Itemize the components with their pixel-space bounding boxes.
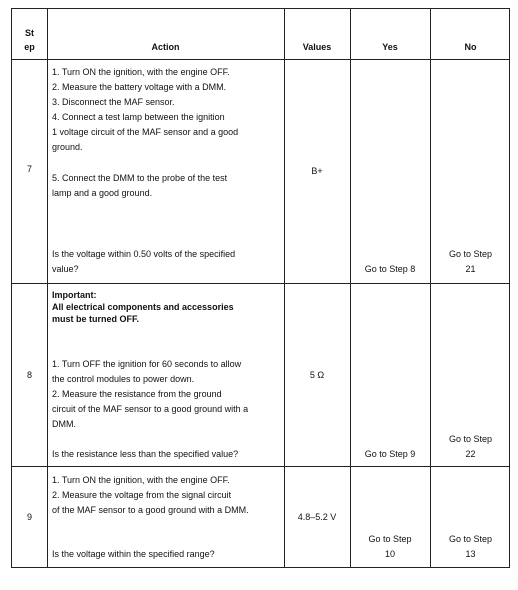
header-step-line2: ep — [24, 42, 35, 52]
step-number: 7 — [26, 164, 32, 174]
action-line: circuit of the MAF sensor to a good ground with a — [52, 404, 249, 414]
action-line: 1. Turn OFF the ignition for 60 seconds to allow — [52, 359, 242, 369]
header-values: Values — [302, 42, 332, 52]
action-line: the control modules to power down. — [52, 374, 195, 384]
important-note: All electrical components and accessories — [52, 302, 234, 312]
row-divider — [12, 283, 509, 284]
action-line: 1. Turn ON the ignition, with the engine OFF. — [52, 67, 230, 77]
value-cell: B+ — [311, 166, 323, 176]
question-line: Is the resistance less than the specified value? — [52, 449, 239, 459]
row-divider — [12, 466, 509, 467]
header-action: Action — [151, 42, 180, 52]
no-cell-line1: Go to Step — [448, 434, 493, 444]
column-divider — [47, 9, 48, 567]
no-cell-line2: 13 — [465, 549, 476, 559]
step-number: 9 — [26, 512, 32, 522]
value-cell: 5 Ω — [309, 370, 325, 380]
yes-cell-line1: Go to Step — [368, 534, 412, 544]
action-line: 5. Connect the DMM to the probe of the test — [52, 173, 228, 183]
question-line: value? — [52, 264, 79, 274]
yes-cell: Go to Step 8 — [364, 264, 416, 274]
no-cell-line2: 21 — [465, 264, 476, 274]
diagnostic-table — [11, 8, 510, 568]
step-number: 8 — [26, 370, 32, 380]
action-line: 1 voltage circuit of the MAF sensor and a good — [52, 127, 239, 137]
header-step-line1: St — [25, 28, 34, 38]
no-cell-line2: 22 — [465, 449, 476, 459]
no-cell-line1: Go to Step — [448, 249, 493, 259]
action-line: 3. Disconnect the MAF sensor. — [52, 97, 175, 107]
action-line: 2. Measure the battery voltage with a DMM. — [52, 82, 227, 92]
question-line: Is the voltage within the specified range? — [52, 549, 215, 559]
value-cell: 4.8–5.2 V — [297, 512, 337, 522]
column-divider — [284, 9, 285, 567]
column-divider — [430, 9, 431, 567]
action-line: 2. Measure the resistance from the ground — [52, 389, 222, 399]
action-line: 4. Connect a test lamp between the ignition — [52, 112, 225, 122]
question-line: Is the voltage within 0.50 volts of the specified — [52, 249, 236, 259]
action-line: 1. Turn ON the ignition, with the engine OFF. — [52, 475, 230, 485]
action-line: DMM. — [52, 419, 76, 429]
action-line: lamp and a good ground. — [52, 188, 153, 198]
action-line: of the MAF sensor to a good ground with a DMM. — [52, 505, 249, 515]
action-line: 2. Measure the voltage from the signal circuit — [52, 490, 232, 500]
yes-cell-line2: 10 — [384, 549, 395, 559]
important-note: must be turned OFF. — [52, 314, 140, 324]
no-cell-line1: Go to Step — [448, 534, 493, 544]
action-line: ground. — [52, 142, 83, 152]
row-divider — [12, 59, 509, 60]
column-divider — [350, 9, 351, 567]
header-no: No — [464, 42, 477, 52]
yes-cell: Go to Step 9 — [364, 449, 416, 459]
header-yes: Yes — [382, 42, 398, 52]
important-label: Important: — [52, 290, 97, 300]
